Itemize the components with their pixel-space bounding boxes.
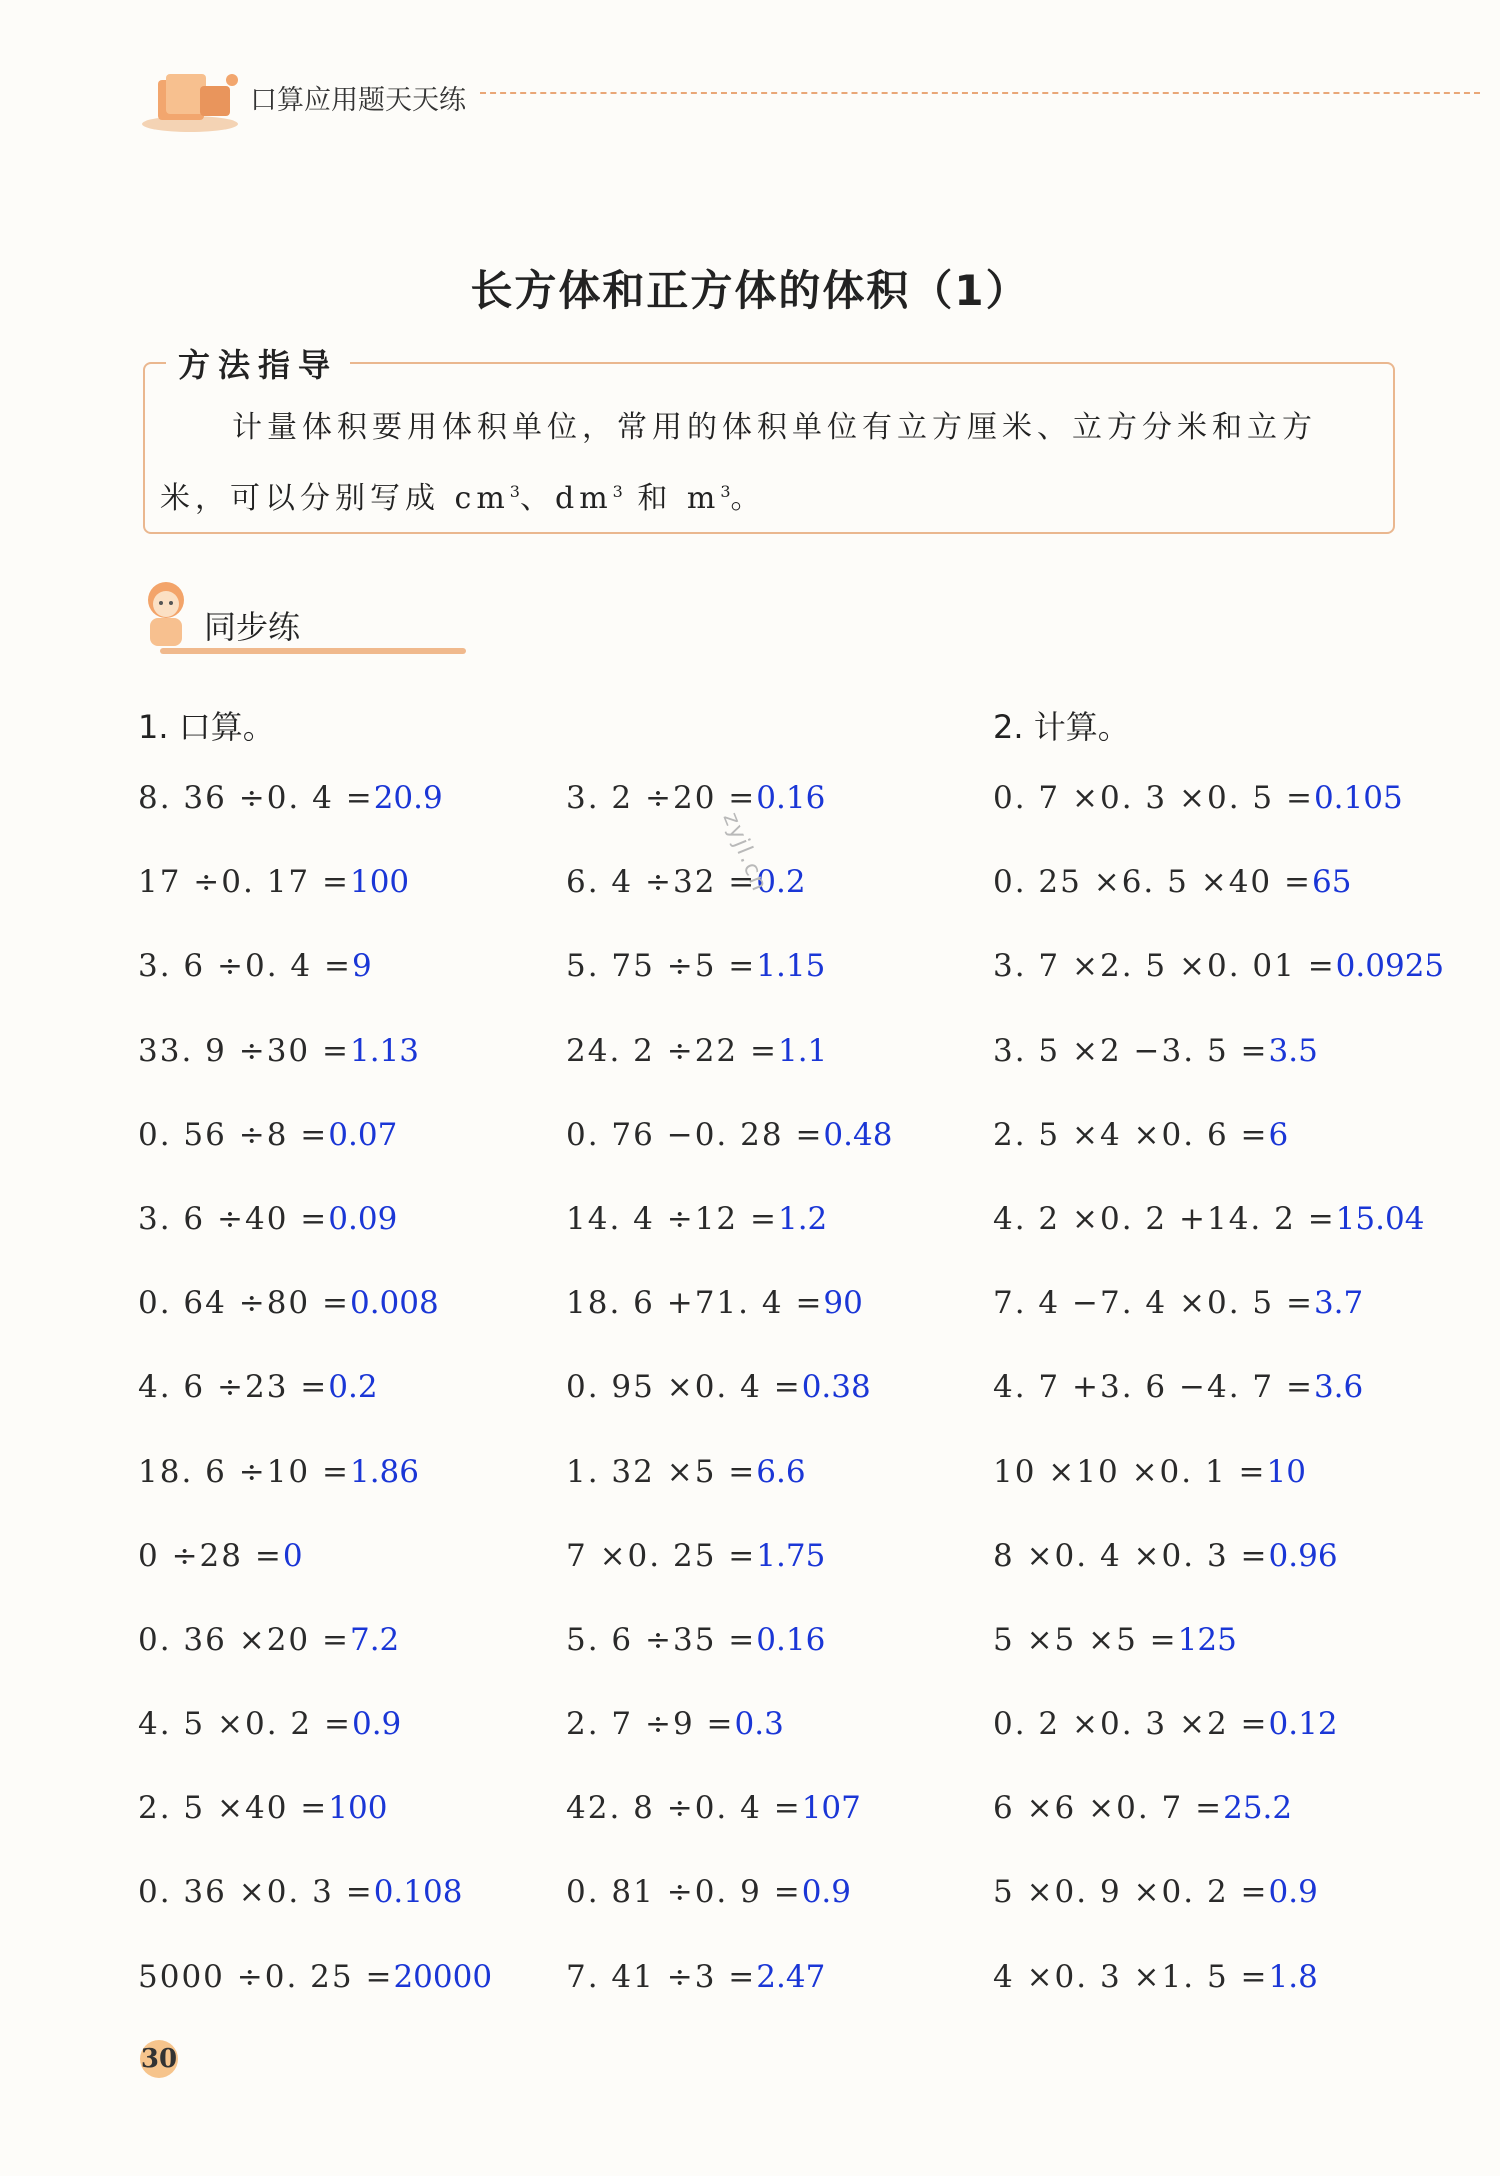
exercise-answer: 3.5: [1268, 1032, 1318, 1069]
exercise-expression: 5. 75 ÷5 =: [566, 948, 757, 985]
exercise-row: [566, 1454, 892, 1538]
exercise-expression: 14. 4 ÷12 =: [566, 1200, 778, 1237]
exercise-answer: 3.7: [1313, 1285, 1364, 1322]
exercise-row: [566, 1622, 892, 1706]
exercise-answer: 20.9: [373, 780, 443, 816]
exercise-expression: 3. 2 ÷20 =: [566, 780, 757, 816]
exercise-row: [138, 1033, 492, 1117]
method-guide-text: [160, 396, 1380, 531]
exercise-answer: 0.07: [328, 1116, 398, 1153]
exercise-answer: 0.9: [1268, 1874, 1318, 1911]
exercise-row: [138, 1117, 492, 1201]
exercise-expression: 6 ×6 ×0. 7 =: [993, 1790, 1224, 1827]
exercise-expression: 7. 41 ÷3 =: [566, 1958, 757, 1995]
exercise-answer: 100: [349, 864, 410, 901]
sync-practice-header: [140, 578, 340, 658]
exercise-expression: 2. 7 ÷9 =: [566, 1706, 735, 1743]
exercise-row: [138, 780, 492, 864]
exercise-answer: 0.38: [801, 1369, 871, 1406]
exercise-row: [566, 948, 892, 1032]
exercise-expression: 0. 81 ÷0. 9 =: [566, 1874, 802, 1911]
exercise-row: [993, 1706, 1444, 1790]
exercise-expression: 10 ×10 ×0. 1 =: [993, 1453, 1267, 1490]
exercise-answer: 1.86: [349, 1453, 420, 1490]
page-title: 长方体和正方体的体积（1）: [470, 266, 1030, 315]
exercise-expression: 42. 8 ÷0. 4 =: [566, 1790, 802, 1827]
watermark: zyjl.cn: [717, 808, 773, 897]
exercise-row: [138, 1790, 492, 1874]
header-divider: [480, 92, 1480, 94]
method-text-a: 计量体积要用体积单位，常用的体积单位有立方厘米、立方分米和立方米，可以分别写成 cm: [160, 410, 1317, 516]
exercise-answer: 0.12: [1268, 1706, 1338, 1743]
exercise-answer: 0.108: [373, 1874, 463, 1911]
exercise-row: [138, 1874, 492, 1958]
exercise-answer: 1.1: [777, 1032, 828, 1069]
exercise-answer: 6: [1268, 1116, 1289, 1153]
exercise-expression: 0. 25 ×6. 5 ×40 =: [993, 864, 1312, 901]
method-sup-b: 3: [612, 482, 623, 501]
exercise-answer: 0.48: [823, 1116, 893, 1153]
exercise-answer: 10: [1266, 1453, 1306, 1490]
header-title: 口算应用题天天练: [250, 85, 466, 116]
exercise-row: [993, 1622, 1444, 1706]
method-text-b: 、dm: [519, 481, 613, 516]
exercise-expression: 5 ×5 ×5 =: [993, 1621, 1178, 1658]
exercise-expression: 7. 4 −7. 4 ×0. 5 =: [993, 1285, 1314, 1322]
exercise-row: [993, 1285, 1444, 1369]
exercise-row: [566, 1117, 892, 1201]
exercise-expression: 6. 4 ÷32 =: [566, 864, 757, 901]
exercise-expression: 8 ×0. 4 ×0. 3 =: [993, 1537, 1269, 1574]
exercise-answer: 0: [282, 1537, 303, 1574]
exercise-expression: 3. 6 ÷0. 4 =: [138, 948, 352, 985]
exercise-answer: 0.09: [328, 1200, 398, 1237]
exercise-row: [138, 1201, 492, 1285]
exercise-answer: 1.8: [1268, 1958, 1318, 1995]
exercise-expression: 4. 6 ÷23 =: [138, 1369, 329, 1406]
exercise-row: [993, 948, 1444, 1032]
exercise-answer: 100: [328, 1790, 388, 1827]
exercise-expression: 4. 7 +3. 6 −4. 7 =: [993, 1369, 1314, 1406]
method-sup-a: 3: [509, 482, 520, 501]
exercise-expression: 4. 2 ×0. 2 +14. 2 =: [993, 1200, 1336, 1237]
exercise-answer: 107: [801, 1790, 861, 1827]
exercise-row: [138, 1959, 492, 2043]
method-guide-label: 方法指导: [166, 340, 350, 386]
exercise-answer: 1.2: [777, 1200, 828, 1237]
exercise-answer: 0.96: [1268, 1537, 1338, 1574]
exercise-row: [566, 1538, 892, 1622]
exercise-row: [566, 1874, 892, 1958]
book-logo-icon: [140, 66, 248, 136]
exercise-row: [566, 1790, 892, 1874]
exercise-expression: 8. 36 ÷0. 4 =: [138, 780, 374, 816]
exercise-answer: 125: [1177, 1621, 1237, 1658]
exercise-expression: 18. 6 ÷10 =: [138, 1453, 350, 1490]
exercise-expression: 0. 76 −0. 28 =: [566, 1116, 824, 1153]
exercise-answer: 0.0925: [1335, 948, 1445, 985]
exercise-row: [138, 948, 492, 1032]
method-text-c: 和 m: [622, 481, 721, 516]
exercise-expression: 0. 95 ×0. 4 =: [566, 1369, 802, 1406]
page-header: [140, 56, 1480, 146]
exercise-row: [566, 1201, 892, 1285]
exercise-row: [138, 1622, 492, 1706]
exercise-answer: 9: [351, 948, 372, 985]
exercise-row: [138, 1285, 492, 1369]
exercise-expression: 0. 2 ×0. 3 ×2 =: [993, 1706, 1269, 1743]
exercise-answer: 0.105: [1313, 780, 1403, 816]
exercise-column-1: [138, 780, 492, 2043]
exercise-answer: 3.6: [1313, 1369, 1364, 1406]
exercise-row: [993, 1959, 1444, 2043]
exercise-row: [566, 1369, 892, 1453]
exercise-expression: 3. 5 ×2 −3. 5 =: [993, 1032, 1269, 1069]
exercise-expression: 0. 7 ×0. 3 ×0. 5 =: [993, 780, 1314, 816]
exercise-answer: 0.9: [351, 1706, 402, 1743]
exercise-answer: 0.9: [801, 1874, 852, 1911]
exercise-row: [566, 864, 892, 948]
exercise-answer: 90: [823, 1285, 863, 1322]
exercise-expression: 5000 ÷0. 25 =: [138, 1958, 394, 1995]
exercise-expression: 1. 32 ×5 =: [566, 1453, 757, 1490]
child-mascot-icon: [140, 578, 196, 650]
exercise-answer: 0.16: [756, 1621, 826, 1658]
exercise-answer: 15.04: [1335, 1200, 1425, 1237]
exercise-expression: 33. 9 ÷30 =: [138, 1032, 350, 1069]
exercise-answer: 1.13: [349, 1032, 420, 1069]
exercise-column-2: [566, 780, 892, 2043]
exercise-row: [138, 1454, 492, 1538]
exercise-answer: 1.15: [756, 948, 826, 985]
exercise-row: [993, 1117, 1444, 1201]
exercise-answer: 25.2: [1223, 1790, 1293, 1827]
exercise-answer: 65: [1311, 864, 1352, 901]
exercise-row: [993, 1369, 1444, 1453]
method-sup-c: 3: [720, 482, 731, 501]
exercise-answer: 20000: [393, 1958, 493, 1995]
exercise-answer: 7.2: [349, 1621, 400, 1658]
exercise-row: [566, 1033, 892, 1117]
sync-practice-title: 同步练: [204, 608, 301, 646]
exercise-expression: 3. 7 ×2. 5 ×0. 01 =: [993, 948, 1336, 985]
section-2-heading: 2. 计算。: [993, 708, 1130, 746]
exercise-row: [993, 1201, 1444, 1285]
exercise-row: [138, 1369, 492, 1453]
exercise-answer: 1.75: [756, 1537, 826, 1574]
sync-underline: [160, 648, 466, 654]
exercise-expression: 5 ×0. 9 ×0. 2 =: [993, 1874, 1269, 1911]
exercise-row: [993, 1454, 1444, 1538]
exercise-answer: 0.3: [734, 1706, 784, 1743]
exercise-expression: 17 ÷0. 17 =: [138, 864, 350, 901]
exercise-expression: 2. 5 ×4 ×0. 6 =: [993, 1116, 1269, 1153]
method-text-d: 。: [730, 481, 766, 516]
exercise-row: [993, 1538, 1444, 1622]
exercise-expression: 0. 36 ×20 =: [138, 1621, 350, 1658]
exercise-row: [993, 1790, 1444, 1874]
exercise-answer: 6.6: [756, 1453, 806, 1490]
exercise-row: [138, 1538, 492, 1622]
exercise-expression: 0. 56 ÷8 =: [138, 1116, 329, 1153]
exercise-row: [566, 1706, 892, 1790]
exercise-row: [566, 1285, 892, 1369]
exercise-row: [993, 780, 1444, 864]
exercise-expression: 18. 6 +71. 4 =: [566, 1285, 824, 1322]
exercise-column-3: [993, 780, 1444, 2043]
exercise-expression: 0. 36 ×0. 3 =: [138, 1874, 374, 1911]
exercise-answer: 0.16: [756, 780, 826, 816]
exercise-answer: 0.008: [349, 1285, 439, 1322]
section-1-heading: 1. 口算。: [138, 708, 275, 746]
exercise-expression: 7 ×0. 25 =: [566, 1537, 757, 1574]
exercise-row: [993, 1874, 1444, 1958]
exercise-expression: 2. 5 ×40 =: [138, 1790, 329, 1827]
exercise-row: [138, 864, 492, 948]
exercise-row: [993, 1033, 1444, 1117]
exercise-expression: 3. 6 ÷40 =: [138, 1200, 329, 1237]
page-number: 30: [140, 2040, 178, 2078]
exercise-answer: 0.2: [756, 864, 806, 901]
exercise-answer: 0.2: [328, 1369, 378, 1406]
exercise-expression: 0. 64 ÷80 =: [138, 1285, 350, 1322]
exercise-expression: 5. 6 ÷35 =: [566, 1621, 757, 1658]
exercise-row: [138, 1706, 492, 1790]
exercise-row: [993, 864, 1444, 948]
exercise-row: [566, 1959, 892, 2043]
exercise-answer: 2.47: [756, 1958, 826, 1995]
exercise-expression: 4 ×0. 3 ×1. 5 =: [993, 1958, 1269, 1995]
exercise-expression: 0 ÷28 =: [138, 1537, 283, 1574]
exercise-expression: 24. 2 ÷22 =: [566, 1032, 778, 1069]
exercise-expression: 4. 5 ×0. 2 =: [138, 1706, 352, 1743]
